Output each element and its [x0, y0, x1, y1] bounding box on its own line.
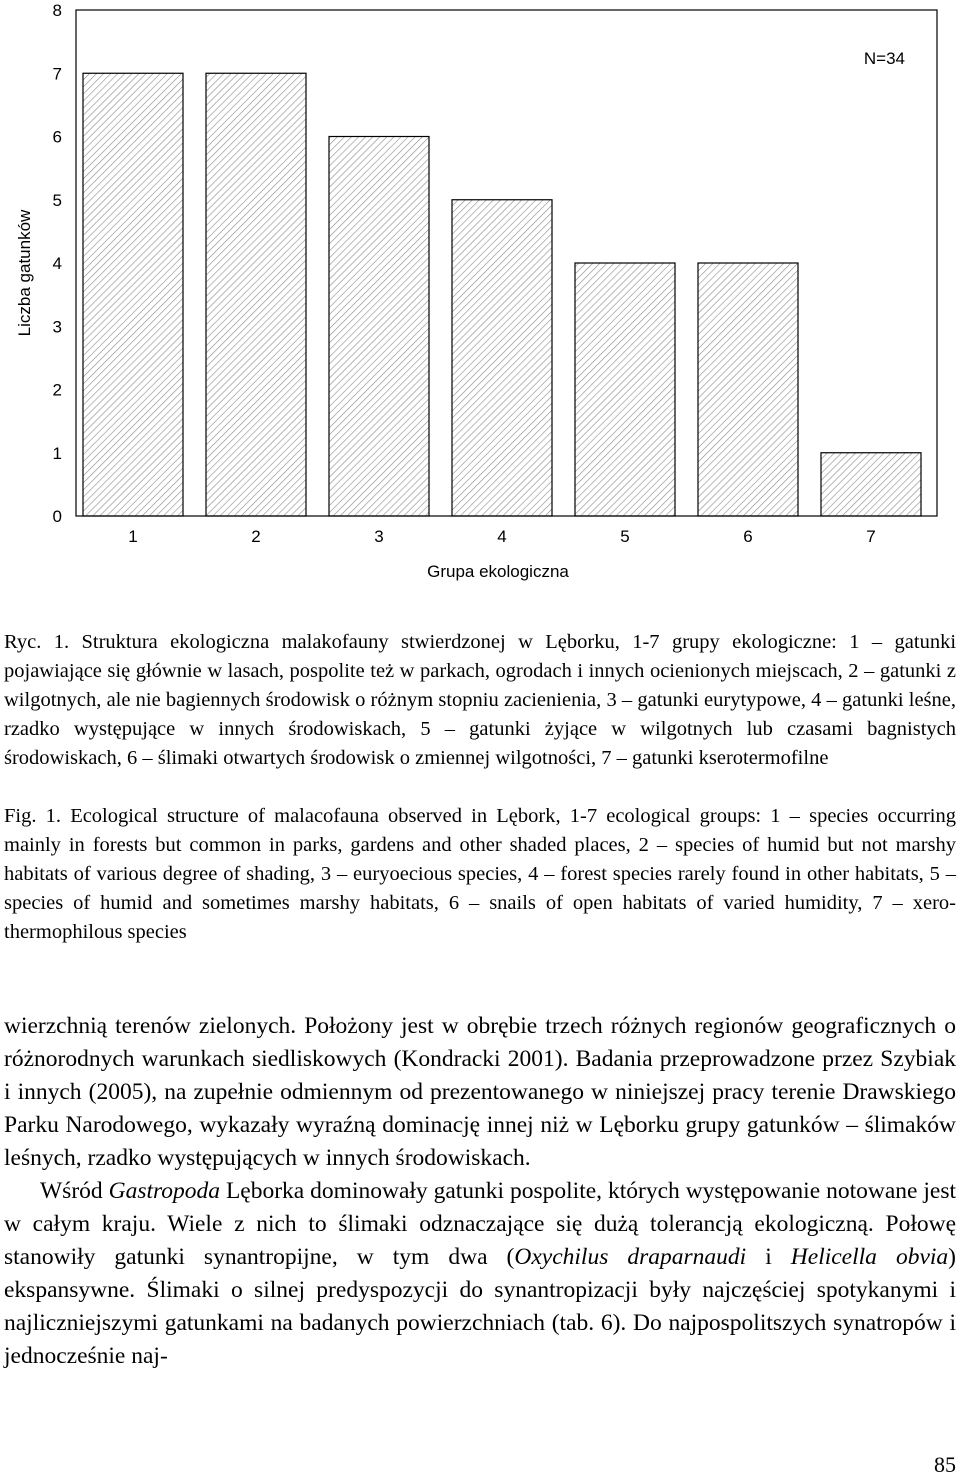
bar-group-2 — [206, 73, 306, 516]
paragraph-2-part-a: Wśród — [40, 1178, 109, 1204]
sample-size-annotation: N=34 — [863, 49, 905, 68]
x-tick-label-4: 4 — [497, 527, 507, 546]
bars-group — [83, 73, 921, 516]
y-tick-label-2: 2 — [52, 380, 62, 400]
x-tick-labels — [128, 527, 875, 546]
y-tick-label-6: 6 — [52, 127, 62, 147]
y-tick-label-3: 3 — [52, 317, 62, 337]
page-number: 85 — [934, 1452, 956, 1477]
figure-caption-english — [4, 802, 956, 947]
caption-label-polish: Ryc. 1. — [4, 631, 70, 653]
body-text — [4, 1010, 956, 1373]
bar-group-3 — [329, 137, 429, 517]
x-tick-label-1: 1 — [128, 527, 138, 546]
taxon-helicella: Helicella obvia — [790, 1244, 949, 1270]
paragraph-2 — [4, 1175, 956, 1373]
bar-group-5 — [575, 263, 675, 516]
x-tick-label-2: 2 — [251, 527, 261, 546]
y-tick-label-7: 7 — [52, 64, 62, 84]
bar-group-4 — [452, 200, 552, 516]
y-tick-label-5: 5 — [52, 190, 62, 210]
x-tick-label-5: 5 — [620, 527, 630, 546]
y-tick-label-8: 8 — [52, 1, 62, 20]
y-axis-label: Liczba gatunków — [15, 209, 34, 337]
paragraph-2-part-d: ) ekspansywne. Ślimaki o silnej predyspozycji do synantropizacji były najczęściej spotykanymi i najliczniejszymi gatunkami na badanych powierzchniach (tab. 6). Do najpospolitszych synatropów i jednocześnie naj- — [4, 1244, 956, 1369]
taxon-gastropoda: Gastropoda — [108, 1178, 221, 1204]
bar-group-6 — [698, 263, 798, 516]
x-tick-label-7: 7 — [866, 527, 876, 546]
y-tick-label-4: 4 — [52, 254, 62, 273]
x-tick-label-3: 3 — [374, 527, 384, 546]
x-tick-label-6: 6 — [743, 527, 753, 546]
caption-text-english: Ecological structure of malacofauna observed in Lębork, 1-7 ecological groups: 1 – species occurring mainly in forests but common in parks, gardens and other shaded places, 2 – species of humid but not marshy habitats of various degree of shading, 3 – euryoecious species, 4 – forest species rarely found in other habitats, 5 – species of humid and sometimes marshy habitats, 6 – snails of open habitats of varied humidity, 7 – xero-thermophilous species — [4, 805, 956, 943]
figure-caption-polish — [4, 628, 956, 773]
bar-chart — [0, 0, 960, 600]
paragraph-2-part-c: i — [746, 1244, 791, 1270]
bar-group-7 — [821, 453, 921, 516]
paragraph-2-part-b: Lęborka dominowały gatunki pospolite, których występowanie notowane jest w całym kraju. Wiele z nich to ślimaki odznaczające się dużą tolerancją ekologiczną. Połowę stanowiły gatunki synantropijne, w tym dwa ( — [4, 1178, 956, 1270]
caption-label-english: Fig. 1. — [4, 805, 62, 827]
caption-text-polish: Struktura ekologiczna malakofauny stwierdzonej w Lęborku, 1-7 grupy ekologiczne: 1 – gatunki pojawiające się głównie w lasach, pospolite też w parkach, ogrodach i innych ocienionych miejscach, 2 – gatunki z wilgotnych, ale nie bagiennych środowisk o różnym stopniu zacienienia, 3 – gatunki eurytypowe, 4 – gatunki leśne, rzadko występujące w innych środowiskach, 5 – gatunki żyjące w wilgotnych lub czasami bagnistych środowiskach, 6 – ślimaki otwartych środowisk o zmiennej wilgotności, 7 – gatunki kserotermofilne — [4, 631, 957, 769]
y-tick-label-1: 1 — [52, 443, 62, 463]
bar-group-1 — [83, 73, 183, 516]
taxon-oxychilus: Oxychilus draparnaudi — [514, 1244, 747, 1270]
y-tick-labels — [53, 1, 62, 526]
paragraph-1: wierzchnią terenów zielonych. Położony jest w obrębie trzech różnych regionów geograficznych o różnorodnych warunkach siedliskowych (Kondracki 2001). Badania przeprowadzone przez Szybiak i innych (2005), na zupełnie odmiennym od prezentowanego w niniejszej pracy terenie Drawskiego Parku Narodowego, wykazały wyraźną dominację innej niż w Lęborku grupy gatunków – ślimaków leśnych, rzadko występujących w innych środowiskach. — [4, 1013, 956, 1171]
y-tick-label-0: 0 — [52, 507, 62, 526]
x-axis-label: Grupa ekologiczna — [427, 562, 569, 581]
